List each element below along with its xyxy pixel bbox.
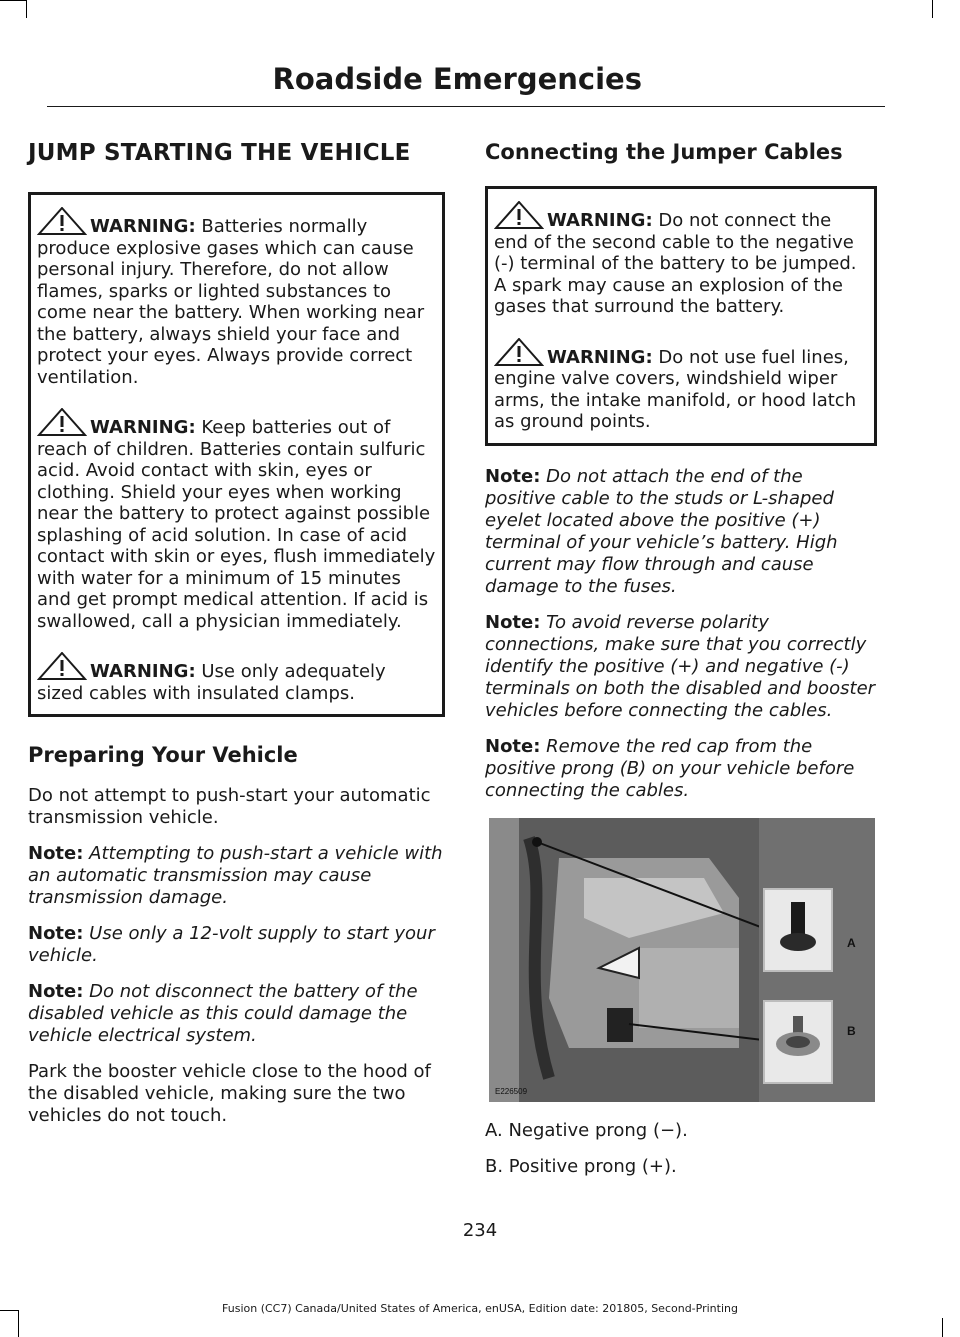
- note-label: Note:: [28, 981, 84, 1002]
- warning-label: WARNING:: [547, 210, 653, 231]
- figure-label-a: A: [847, 935, 856, 950]
- body-paragraph: Do not attempt to push-start your automatic transmission vehicle.: [28, 785, 431, 828]
- figure-code: E226509: [495, 1086, 528, 1096]
- battery-figure: [489, 818, 875, 1102]
- warning-text: Batteries normally produce explosive gases which can cause personal injury. Therefore, do not allow flames, sparks or lighted substances to come near the battery. When working near the battery, always shield your face and protect your eyes. Always provide correct ventilation.: [37, 216, 425, 388]
- warning-triangle-icon: [37, 652, 87, 680]
- figure-caption: B. Positive prong (+).: [485, 1155, 677, 1177]
- note-text: Use only a 12-volt supply to start your vehicle.: [28, 923, 435, 966]
- crop-mark: [26, 0, 27, 18]
- note-text: Remove the red cap from the positive prong (B) on your vehicle before connecting the cables.: [485, 735, 855, 801]
- note: [485, 736, 877, 802]
- warning-text: Keep batteries out of reach of children. Batteries contain sulfuric acid. Avoid contact with skin, eyes or clothing. Shield your eyes when working near the battery to protect against possible splashing of acid solution. In case of acid contact with skin or eyes, flush immediately with water for a minimum of 15 minutes and get prompt medical attention. If acid is swallowed, call a physician immediately.: [37, 417, 436, 632]
- warning-label: WARNING:: [90, 216, 196, 237]
- note-label: Note:: [485, 735, 541, 757]
- callout-negative-prong: [763, 888, 833, 972]
- note: [28, 981, 445, 1047]
- figure-label-b: B: [847, 1023, 856, 1038]
- warning-text: Use only adequately sized cables with insulated clamps.: [37, 661, 386, 704]
- page-header-title: Roadside Emergencies: [272, 62, 642, 96]
- section-title: Connecting the Jumper Cables: [485, 140, 843, 164]
- page-footer: Fusion (CC7) Canada/United States of America, enUSA, Edition date: 201805, Second-Printing: [222, 1302, 738, 1315]
- note: [28, 843, 445, 909]
- warning-item: [37, 408, 436, 632]
- section-title: JUMP STARTING THE VEHICLE: [28, 140, 411, 166]
- warning-text: Do not use fuel lines, engine valve covers, windshield wiper arms, the intake manifold, or hood latch as ground points.: [494, 346, 857, 432]
- right-column: [485, 140, 877, 1192]
- subsection-title: Preparing Your Vehicle: [28, 743, 298, 767]
- warning-item: [37, 652, 436, 704]
- warning-box: [28, 192, 445, 717]
- figure-caption: A. Negative prong (−).: [485, 1119, 688, 1141]
- crop-mark: [942, 1318, 943, 1337]
- warning-triangle-icon: [494, 201, 544, 229]
- note-label: Note:: [28, 923, 84, 944]
- note-label: Note:: [28, 843, 84, 864]
- warning-label: WARNING:: [547, 346, 653, 368]
- warning-triangle-icon: [494, 338, 544, 366]
- callout-positive-prong: [763, 1000, 833, 1084]
- warning-label: WARNING:: [90, 661, 196, 682]
- crop-mark: [932, 0, 933, 18]
- warning-item: [494, 338, 868, 433]
- header-divider: [47, 106, 885, 107]
- warning-label: WARNING:: [90, 417, 196, 438]
- crop-mark: [0, 0, 26, 1]
- note-text: To avoid reverse polarity connections, make sure that you correctly identify the positive (+) and negative (-) terminals on both the disabled and booster vehicles before connecting the cables.: [485, 611, 876, 721]
- warning-box: [485, 186, 877, 446]
- note-text: Attempting to push-start a vehicle with an automatic transmission may cause transmission damage.: [28, 843, 443, 908]
- left-column: [28, 140, 445, 1141]
- body-paragraph: Park the booster vehicle close to the hood of the disabled vehicle, making sure the two vehicles do not touch.: [28, 1061, 431, 1126]
- warning-text: Do not connect the end of the second cable to the negative (-) terminal of the battery to be jumped. A spark may cause an explosion of the gases that surround the battery.: [494, 210, 857, 317]
- note-label: Note:: [485, 465, 541, 487]
- note: [28, 923, 445, 967]
- warning-item: [494, 201, 868, 318]
- note: [485, 466, 877, 598]
- note: [485, 612, 877, 722]
- note-label: Note:: [485, 611, 541, 633]
- page-number: 234: [462, 1220, 498, 1241]
- note-text: Do not attach the end of the positive cable to the studs or L-shaped eyelet located above the positive (+) terminal of your vehicle’s battery. High current may flow through and cause damage to the fuses.: [485, 465, 838, 597]
- warning-triangle-icon: [37, 408, 87, 436]
- warning-triangle-icon: [37, 207, 87, 235]
- note-text: Do not disconnect the battery of the disabled vehicle as this could damage the vehicle electrical system.: [28, 981, 418, 1046]
- warning-item: [37, 207, 436, 388]
